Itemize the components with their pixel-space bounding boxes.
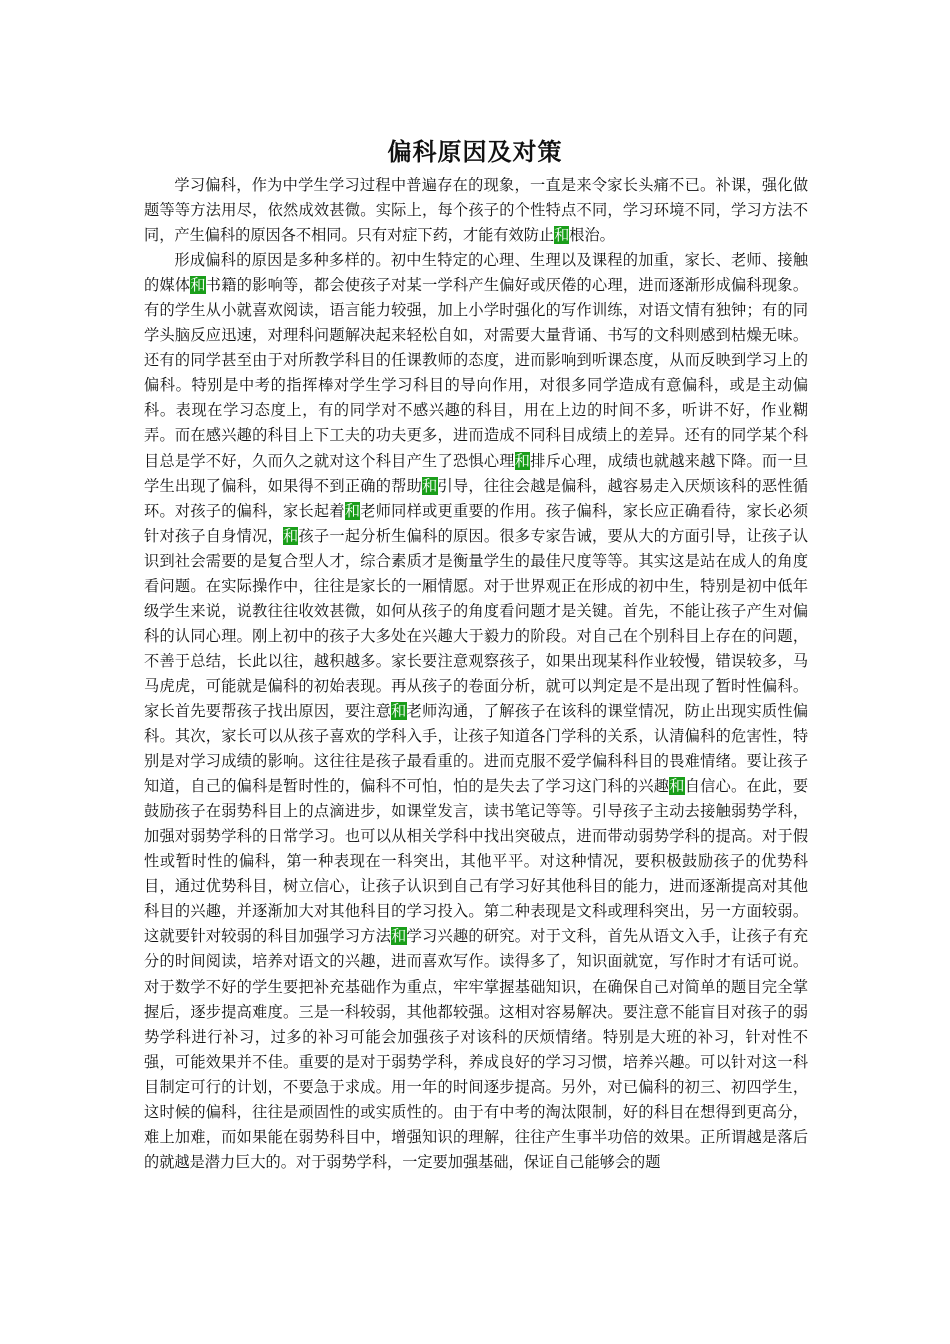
text-segment: 排斥心理，成绩也就越来越下降。而一旦学生出现了偏科，如果得不到正确的帮助	[144, 451, 809, 495]
text-segment: 书籍的影响等，都会使孩子对某一学科产生偏好或厌倦的心理，进而逐渐形成偏科现象。有的学生从小就喜欢阅读，语言能力较强，加上小学时强化的写作训练，对语文情有独钟；有的同学头脑反应迅速，对理科问题解决起来轻松自如，对需要大量背诵、书写的文科则感到枯燥无味。还有的同学甚至由于对所教学科目的任课教师的态度，进而影响到听课态度，从而反映到学习上的偏科。特别是中考的指挥棒对学生学习科目的导向作用，对很多同学造成有意偏科，或是主动偏科。表现在学习态度上，有的同学对不感兴趣的科目，用在上边的时间不多，听讲不好，作业糊弄。而在感兴趣的科目上下工夫的功夫更多，进而造成不同科目成绩上的差异。还有的同学某个科目总是学不好，久而久之就对这个科目产生了恐惧心理	[144, 276, 809, 470]
paragraph-1	[144, 173, 808, 248]
highlighted-word: 和	[391, 701, 407, 720]
text-segment: 根治。	[569, 226, 615, 245]
highlighted-word: 和	[391, 927, 407, 946]
highlighted-word: 和	[190, 276, 206, 295]
text-segment: 老师沟通，了解孩子在该科的课堂情况，防止出现实质性偏科。其次，家长可以从孩子喜欢的学科入手，让孩子知道各门学科的关系，认清偏科的危害性，特别是对学习成绩的影响。这往往是孩子最看重的。进而克服不爱学偏科科目的畏难情绪。要让孩子知道，自己的偏科是暂时性的，偏科不可怕，怕的是失去了学习这门科的兴趣	[144, 701, 809, 796]
text-segment: 引导，往往会越是偏科，越容易走入厌烦该科的恶性循环。对孩子的偏科，家长起着	[144, 476, 809, 520]
highlighted-word: 和	[422, 476, 438, 495]
text-segment: 老师同样或更重要的作用。孩子偏科，家长应正确看待，家长必须针对孩子自身情况，	[144, 501, 809, 545]
highlighted-word: 和	[283, 526, 299, 545]
text-segment: 学习偏科，作为中学生学习过程中普遍存在的现象，一直是来令家长头痛不已。补课，强化做题等等方法用尽，依然成效甚微。实际上，每个孩子的个性特点不同，学习环境不同，学习方法不同，产生偏科的原因各不相同。只有对症下药，才能有效防止	[144, 176, 808, 245]
highlighted-word: 和	[344, 501, 361, 520]
text-segment: 学习兴趣的研究。对于文科，首先从语文入手，让孩子有充分的时间阅读，培养对语文的兴趣，进而喜欢写作。读得多了，知识面就宽，写作时才有话可说。对于数学不好的学生要把补充基础作为重点，牢牢掌握基础知识，在确保自己对简单的题目完全掌握后，逐步提高难度。三是一科较弱，其他都较强。这相对容易解决。要注意不能盲目对孩子的弱势学科进行补习，过多的补习可能会加强孩子对该科的厌烦情绪。特别是大班的补习，针对性不强，可能效果并不佳。重要的是对于弱势学科，养成良好的学习习惯，培养兴趣。可以针对这一科目制定可行的计划，不要急于求成。用一年的时间逐步提高。另外，对已偏科的初三、初四学生，这时候的偏科，往往是顽固性的或实质性的。由于有中考的淘汰限制，好的科目在想得到更高分，难上加难，而如果能在弱势科目中，增强知识的理解，往往产生事半功倍的效果。正所谓越是落后的就越是潜力巨大的。对于弱势学科，一定要加强基础，保证自己能够会的题	[144, 927, 809, 1171]
text-segment: 自信心。在此，要鼓励孩子在弱势科目上的点滴进步，如课堂发言，读书笔记等等。引导孩子主动去接触弱势学科，加强对弱势学科的日常学习。也可以从相关学科中找出突破点，进而带动弱势学科的提高。对于假性或暂时性的偏科，第一种表现在一科突出，其他平平。对这种情况，要积极鼓励孩子的优势科目，通过优势科目，树立信心，让孩子认识到自己有学习好其他科目的能力，进而逐渐提高对其他科目的兴趣，并逐渐加大对其他科目的学习投入。第二种表现是文科或理科突出，另一方面较弱。这就要针对较弱的科目加强学习方法	[144, 777, 809, 946]
document-body	[144, 173, 808, 1175]
text-segment: 形成偏科的原因是多种多样的。初中生特定的心理、生理以及课程的加重，家长、老师、接触的媒体	[144, 251, 808, 295]
text-segment: 孩子一起分析生偏科的原因。很多专家告诫，要从大的方面引导，让孩子认识到社会需要的是复合型人才，综合素质才是衡量学生的最佳尺度等等。其实这是站在成人的角度看问题。在实际操作中，往往是家长的一厢情愿。对于世界观正在形成的初中生，特别是初中低年级学生来说，说教往往收效甚微，如何从孩子的角度看问题才是关键。首先，不能让孩子产生对偏科的认同心理。刚上初中的孩子大多处在兴趣大于毅力的阶段。对自己在个别科目上存在的问题，不善于总结，长此以往，越积越多。家长要注意观察孩子，如果出现某科作业较慢，错误较多，马马虎虎，可能就是偏科的初始表现。再从孩子的卷面分析，就可以判定是不是出现了暂时性偏科。家长首先要帮孩子找出原因，要注意	[144, 526, 809, 720]
highlighted-word: 和	[554, 226, 570, 245]
highlighted-word: 和	[514, 451, 531, 470]
page-title: 偏科原因及对策	[387, 137, 563, 166]
paragraph-2	[144, 248, 808, 1175]
highlighted-word: 和	[669, 777, 685, 796]
